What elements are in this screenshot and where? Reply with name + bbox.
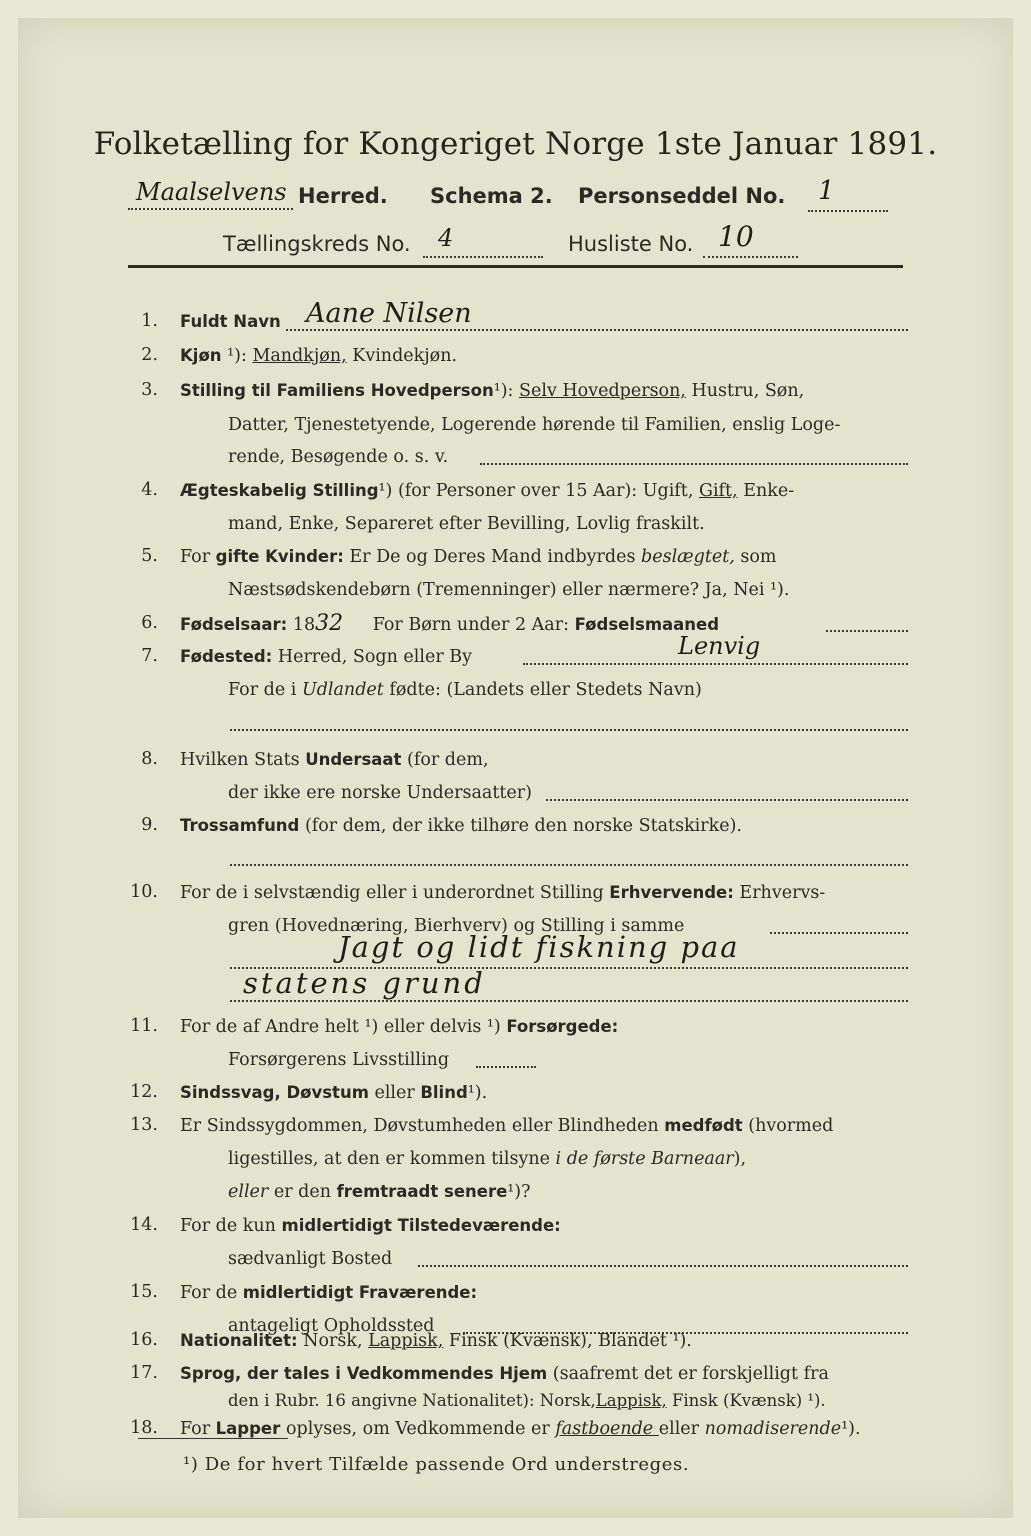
item-number: 9. [141,815,158,835]
q16-rest: Finsk (Kvænsk), Blandet ¹). [448,1331,692,1351]
q10-answer-line2: statens grund [243,966,486,1000]
q4-enke: Enke- [743,481,795,501]
q9-dotline [230,864,908,866]
q4-label: Ægteskabelig Stilling [180,481,379,500]
q16-label: Nationalitet: [180,1331,298,1350]
q7-dotline2 [230,729,908,731]
item-number: 1. [141,311,158,331]
personseddel-number: 1 [818,176,835,206]
kreds-label: Tællingskreds No. [223,232,411,256]
q3-sup: ¹): [493,381,514,401]
q17-rest: (saafremt det er forskjelligt fra [552,1364,829,1384]
q10-label: Erhvervende: [609,883,734,902]
q8-pre: Hvilken Stats [180,750,300,770]
q6-year-handwritten: 32 [315,611,344,636]
q12-label2: Blind [420,1083,468,1102]
personseddel-dotline [808,210,888,212]
q12-end: ¹). [467,1083,488,1103]
q7-dotline [523,663,908,665]
q12-mid: eller [374,1083,415,1103]
item-number: 15. [130,1282,158,1302]
q13-line3-end: ¹)? [507,1182,531,1202]
q5-line2: Næstsødskendebørn (Tremenninger) eller nærmere? Ja, Nei ¹). [228,580,790,600]
q2-option-kvindekjon: Kvindekjøn. [352,346,458,366]
q11-dotline [476,1066,536,1068]
q10-pre: For de i selvstændig eller i underordnet Stilling [180,883,604,903]
q8-line2: der ikke ere norske Undersaatter) [228,783,532,803]
q10-dotline3 [230,1000,908,1002]
item-number: 5. [141,546,158,566]
q13-line3-bold: fremtraadt senere [336,1182,508,1201]
q18-part-q18_rest: oplyses, om Vedkommende er [286,1419,556,1439]
census-form-page [18,18,1013,1518]
q18-part-q18_pre: For [180,1419,216,1439]
q18-part-q18_label: Lapper [215,1419,286,1438]
form-title: Folketælling for Kongeriget Norge 1ste Januar 1891. [93,126,938,162]
husliste-label: Husliste No. [568,232,694,256]
q6-prefix: 18 [292,615,316,635]
q17-row [180,1363,829,1385]
q15-pre: For de [180,1283,238,1303]
q17-line2 [228,1390,826,1412]
q16-norsk: Norsk, [303,1331,363,1351]
q2-row [180,345,457,367]
q18-part-q18_mid: eller [658,1419,705,1439]
q13-line2-pre: ligestilles, at den er kommen tilsyne [228,1149,550,1169]
q13-line2: ligestilles, at den er kommen tilsyne i de første Barneaar), [228,1149,747,1169]
q7-rest: Herred, Sogn eller By [277,647,473,667]
q7-line2 [228,679,702,701]
q3-label: Stilling til Familiens Hovedperson [180,381,494,400]
q13-line3-italic: eller [228,1182,269,1202]
q13-pre: Er Sindssygdommen, Døvstumheden eller Blindheden [180,1116,659,1136]
q6-rest: For Børn under 2 Aar: [372,615,569,635]
item-number: 3. [141,380,158,400]
q10-answer-line1: Jagt og lidt fiskning paa [338,930,740,964]
q6-label: Fødselsaar: [180,615,288,634]
q3-row [180,380,804,402]
q15-line2: antageligt Opholdssted [228,1316,435,1336]
q7-line2-italic: Udlandet [301,680,384,700]
item-number: 12. [130,1082,158,1102]
q5-pre: For [180,547,211,567]
q7-answer: Lenvig [678,632,761,660]
q15-row [180,1282,477,1304]
q11-row [180,1016,618,1038]
q8-rest: (for dem, [407,750,489,770]
municipality-handwritten: Maalselvens [136,178,287,206]
q16-row [180,1330,692,1352]
q13-line2-italic: i de første Barneaar [555,1149,734,1169]
item-number: 17. [130,1363,158,1383]
item-number: 13. [130,1115,158,1135]
q9-row [180,815,742,837]
footnote: ¹) De for hvert Tilfælde passende Ord understreges. [183,1454,690,1475]
q5-label: gifte Kvinder: [215,547,344,566]
q7-line2-rest: fødte: (Landets eller Stedets Navn) [389,680,702,700]
q17-label: Sprog, der tales i Vedkommendes Hjem [180,1364,548,1383]
q7-row [180,646,472,668]
q4-row [180,480,794,502]
q6-dotline [826,630,908,632]
q9-label: Trossamfund [180,816,300,835]
header-rule [128,265,903,268]
q4-rest: ¹) (for Personer over 15 Aar): Ugift, [378,481,694,501]
q10-rest: Erhvervs- [739,883,826,903]
q1-answer: Aane Nilsen [306,298,472,329]
q5-rest: Er De og Deres Mand indbyrdes [349,547,636,567]
q14-dotline [418,1265,908,1267]
item-number: 2. [141,345,158,365]
q10-line2: gren (Hovednæring, Bierhverv) og Stilling i samme [228,916,685,936]
q11-pre: For de af Andre helt ¹) eller delvis ¹) [180,1017,501,1037]
q3-rest: Hustru, Søn, [691,381,805,401]
q6-row [180,613,719,636]
q3-line2: Datter, Tjenestetyende, Logerende hørende til Familien, enslig Loge- [228,415,841,435]
q14-label: midlertidigt Tilstedeværende: [281,1216,561,1235]
kreds-dotline [423,256,543,258]
q7-label: Fødested: [180,647,273,666]
q9-rest: (for dem, der ikke tilhøre den norske Statskirke). [304,816,742,836]
q18-part-q18_end: ¹). [841,1419,861,1439]
q13-row [180,1115,833,1137]
husliste-dotline [703,256,798,258]
q18-part-q18_u: fastboende [555,1419,659,1439]
q14-pre: For de kun [180,1216,276,1236]
q1-label: Fuldt Navn [180,312,281,331]
personseddel-label: Personseddel No. [578,184,786,208]
q14-line2: sædvanligt Bosted [228,1249,393,1269]
municipality-dotline [128,208,293,210]
q18-line [180,1418,861,1440]
q8-dotline [546,799,908,801]
q3-dotline [480,463,908,465]
q5-italic: beslægtet, [641,547,735,567]
item-number: 10. [130,882,158,902]
item-number: 16. [130,1330,158,1350]
q1-row [180,311,281,333]
q7-line2-pre: For de i [228,680,297,700]
q3-option-selv: Selv Hovedperson, [519,381,686,401]
kreds-number: 4 [438,224,454,252]
q2-option-mandkjon: Mandkjøn, [252,346,347,366]
q15-label: midlertidigt Fraværende: [242,1283,478,1302]
q2-sup: ¹): [227,346,247,366]
q13-label: medfødt [664,1116,743,1135]
q17-line2-pre: den i Rubr. 16 angivne Nationalitet): Norsk, [228,1391,596,1410]
q17-lappisk: Lappisk, [595,1391,667,1410]
q1-dotline [286,329,908,331]
q10-row [180,882,825,904]
herred-label: Herred. [298,184,388,208]
q4-option-gift: Gift, [698,481,738,501]
q11-line2: Forsørgerens Livsstilling [228,1050,450,1070]
q4-line2: mand, Enke, Separeret efter Bevilling, Lovlig fraskilt. [228,514,705,534]
item-number: 14. [130,1215,158,1235]
q11-label: Forsørgede: [506,1017,619,1036]
q12-row [180,1082,487,1104]
q3-line3: rende, Besøgende o. s. v. [228,447,449,467]
q10-dotline [770,932,908,934]
q5-som: som [740,547,777,567]
schema-label: Schema 2. [430,184,553,208]
item-number: 11. [130,1016,158,1036]
item-number: 8. [141,749,158,769]
q13-line3-mid: er den [273,1182,331,1202]
q16-lappisk: Lappisk, [368,1331,444,1351]
item-number: 6. [141,613,158,633]
q13-rest: (hvormed [748,1116,834,1136]
q12-label: Sindssvag, Døvstum [180,1083,369,1102]
q5-row [180,546,777,568]
q18-part-q18_it: nomadiserende [704,1419,842,1439]
item-number: 7. [141,646,158,666]
item-number: 4. [141,480,158,500]
q8-label: Undersaat [305,750,402,769]
q8-row [180,749,489,771]
q6-label2: Fødselsmaaned [574,615,720,634]
q14-row [180,1215,561,1237]
item-number: 18. [130,1418,158,1438]
husliste-number: 10 [718,220,754,253]
q17-line2-end: Finsk (Kvænsk) ¹). [671,1391,826,1410]
q2-label: Kjøn [180,346,222,365]
q13-line3 [228,1181,531,1203]
